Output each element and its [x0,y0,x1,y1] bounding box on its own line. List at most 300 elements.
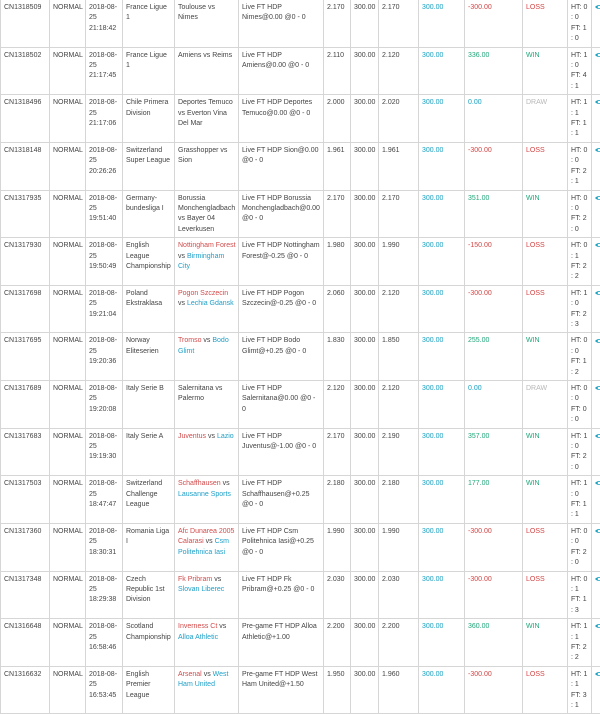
vs-label: vs [214,576,221,583]
table-row [1,523,600,571]
row-actions [592,95,600,143]
eye-icon[interactable] [595,385,600,391]
stake: 300.00 [351,0,379,47]
vs-label: vs [203,52,210,59]
bet-type: NORMAL [50,142,86,190]
table-row [1,142,600,190]
league: Scotland Championship [123,619,175,667]
ft-label: FT: [571,358,581,365]
amount: 300.00 [419,142,465,190]
bet-id: CN1316632 [1,666,50,714]
bet-datetime [86,619,123,667]
eye-icon[interactable] [595,671,600,677]
ft-label: FT: [571,168,581,175]
ft-score: 2 : 1 [571,168,587,185]
eye-icon[interactable] [595,576,600,582]
ft-score: 1 : 1 [571,501,587,518]
bet-type: NORMAL [50,285,86,333]
bet-time: 19:20:08 [89,406,116,413]
ht-label: HT: [571,99,582,106]
market: Live FT HDP Csm Politehnica Iasi@+0.25 @0 - 0 [239,523,324,571]
row-actions [592,333,600,381]
home-team: Deportes Temuco [178,99,233,106]
eye-icon[interactable] [595,623,600,629]
match [175,619,239,667]
match [175,333,239,381]
league: Italy Serie B [123,381,175,429]
table-row [1,285,600,333]
bet-time: 19:50:49 [89,263,116,270]
bet-date: 2018-08-25 [89,671,117,688]
bet-id: CN1317348 [1,571,50,619]
league: Czech Republic 1st Division [123,571,175,619]
final-odds: 2.120 [379,47,419,95]
ht-score: 1 : 0 [571,52,587,69]
table-row [1,381,600,429]
amount: 300.00 [419,190,465,238]
bet-id: CN1318496 [1,95,50,143]
ht-label: HT: [571,242,582,249]
bet-id: CN1318148 [1,142,50,190]
vs-label: vs [206,538,213,545]
league: Norway Eliteserien [123,333,175,381]
profit-loss: -300.00 [465,0,523,47]
bet-date: 2018-08-25 [89,99,117,116]
away-team: Lechia Gdansk [187,300,234,307]
odds: 2.030 [324,571,351,619]
bet-time: 21:17:06 [89,120,116,127]
ht-label: HT: [571,576,582,583]
final-odds: 1.960 [379,666,419,714]
league: Poland Ekstraklasa [123,285,175,333]
row-actions [592,142,600,190]
bet-time: 19:20:36 [89,358,116,365]
vs-label: vs [204,671,211,678]
score [568,190,592,238]
away-team: Palermo [178,395,204,402]
eye-icon[interactable] [595,4,600,10]
final-odds: 1.990 [379,238,419,286]
vs-label: vs [178,300,185,307]
stake: 300.00 [351,47,379,95]
stake: 300.00 [351,285,379,333]
bet-date: 2018-08-25 [89,528,117,545]
profit-loss: 336.00 [465,47,523,95]
amount: 300.00 [419,571,465,619]
result: LOSS [523,285,568,333]
bets-table-body [1,0,600,714]
ht-label: HT: [571,480,582,487]
bet-id: CN1318509 [1,0,50,47]
market: Live FT HDP Nottingham Forest@-0.25 @0 - 0 [239,238,324,286]
eye-icon[interactable] [595,147,600,153]
stake: 300.00 [351,619,379,667]
home-team: Fk Pribram [178,576,212,583]
row-actions [592,47,600,95]
vs-label: vs [223,480,230,487]
market: Pre-game FT HDP Alloa Athletic@+1.00 [239,619,324,667]
eye-icon[interactable] [595,290,600,296]
away-team: Lazio [217,433,234,440]
bet-datetime [86,238,123,286]
ht-score: 0 : 0 [571,385,587,402]
ft-label: FT: [571,263,581,270]
bet-id: CN1317683 [1,428,50,476]
result: DRAW [523,381,568,429]
final-odds: 2.180 [379,476,419,524]
bet-datetime [86,381,123,429]
odds: 2.120 [324,381,351,429]
odds: 1.830 [324,333,351,381]
result: WIN [523,333,568,381]
odds: 1.990 [324,523,351,571]
home-team: Arsenal [178,671,202,678]
odds: 2.170 [324,428,351,476]
odds: 2.170 [324,0,351,47]
profit-loss: -300.00 [465,523,523,571]
match [175,666,239,714]
table-row [1,428,600,476]
table-row [1,190,600,238]
row-actions [592,523,600,571]
eye-icon[interactable] [595,433,600,439]
ft-score: 2 : 2 [571,644,587,661]
odds: 2.180 [324,476,351,524]
bet-date: 2018-08-25 [89,576,117,593]
eye-icon[interactable] [595,195,600,201]
market: Live FT HDP Fk Pribram@+0.25 @0 - 0 [239,571,324,619]
score [568,285,592,333]
bet-id: CN1318502 [1,47,50,95]
league: Switzerland Super League [123,142,175,190]
vs-label: vs [203,337,210,344]
league: France Ligue 1 [123,0,175,47]
market: Live FT HDP Juventus@-1.00 @0 - 0 [239,428,324,476]
table-row [1,238,600,286]
row-actions [592,428,600,476]
ft-label: FT: [571,692,581,699]
profit-loss: -300.00 [465,571,523,619]
bet-time: 18:47:47 [89,501,116,508]
stake: 300.00 [351,476,379,524]
final-odds: 2.190 [379,428,419,476]
bet-type: NORMAL [50,238,86,286]
ft-score: 2 : 0 [571,549,587,566]
ht-label: HT: [571,195,582,202]
odds: 2.060 [324,285,351,333]
bet-id: CN1317689 [1,381,50,429]
eye-icon[interactable] [595,480,600,486]
stake: 300.00 [351,95,379,143]
row-actions [592,238,600,286]
ft-score: 1 : 3 [571,596,587,613]
ft-score: 2 : 0 [571,215,587,232]
stake: 300.00 [351,381,379,429]
match [175,285,239,333]
match [175,142,239,190]
ht-label: HT: [571,52,582,59]
ht-label: HT: [571,337,582,344]
bet-time: 18:30:31 [89,549,116,556]
row-actions [592,619,600,667]
profit-loss: 0.00 [465,95,523,143]
ht-score: 1 : 0 [571,480,587,497]
score [568,523,592,571]
vs-label: vs [215,385,222,392]
away-team: West Ham United [178,671,228,688]
row-actions [592,285,600,333]
row-actions [592,666,600,714]
vs-label: vs [208,4,215,11]
table-row [1,619,600,667]
bet-type: NORMAL [50,476,86,524]
league: Chile Primera Division [123,95,175,143]
bet-datetime [86,190,123,238]
away-team: Sion [178,157,192,164]
score [568,95,592,143]
bet-datetime [86,666,123,714]
ht-label: HT: [571,623,582,630]
ht-label: HT: [571,4,582,11]
market: Live FT HDP Nimes@0.00 @0 - 0 [239,0,324,47]
score [568,571,592,619]
ft-score: 1 : 1 [571,120,587,137]
result: LOSS [523,238,568,286]
bet-datetime [86,285,123,333]
ht-score: 0 : 0 [571,337,587,354]
bet-type: NORMAL [50,333,86,381]
bet-date: 2018-08-25 [89,52,117,69]
profit-loss: 0.00 [465,381,523,429]
final-odds: 1.850 [379,333,419,381]
eye-icon[interactable] [595,99,600,105]
ht-score: 0 : 0 [571,147,587,164]
result: LOSS [523,571,568,619]
bet-id: CN1317695 [1,333,50,381]
ft-score: 4 : 1 [571,72,587,89]
bet-datetime [86,142,123,190]
score [568,428,592,476]
ht-score: 1 : 0 [571,433,587,450]
score [568,238,592,286]
table-row [1,47,600,95]
home-team: Toulouse [178,4,206,11]
ht-label: HT: [571,528,582,535]
bet-type: NORMAL [50,619,86,667]
table-row [1,0,600,47]
result: LOSS [523,142,568,190]
home-team: Juventus [178,433,206,440]
away-team: Bayer 04 Leverkusen [178,215,215,232]
bet-type: NORMAL [50,95,86,143]
ht-score: 0 : 0 [571,528,587,545]
vs-label: vs [208,433,215,440]
profit-loss: -300.00 [465,666,523,714]
ft-score: 1 : 0 [571,25,587,42]
odds: 1.980 [324,238,351,286]
match [175,523,239,571]
bet-date: 2018-08-25 [89,337,117,354]
vs-label: vs [220,147,227,154]
bet-date: 2018-08-25 [89,147,117,164]
league: Italy Serie A [123,428,175,476]
amount: 300.00 [419,95,465,143]
profit-loss: -300.00 [465,142,523,190]
stake: 300.00 [351,666,379,714]
amount: 300.00 [419,428,465,476]
market: Live FT HDP Salernitana@0.00 @0 - 0 [239,381,324,429]
away-team: Alloa Athletic [178,634,218,641]
final-odds: 2.020 [379,95,419,143]
bet-datetime [86,47,123,95]
amount: 300.00 [419,47,465,95]
bet-datetime [86,95,123,143]
ft-label: FT: [571,549,581,556]
market: Live FT HDP Bodo Glimt@+0.25 @0 - 0 [239,333,324,381]
amount: 300.00 [419,523,465,571]
amount: 300.00 [419,285,465,333]
bet-type: NORMAL [50,428,86,476]
ft-score: 1 : 2 [571,358,587,375]
ft-label: FT: [571,501,581,508]
match [175,238,239,286]
match [175,0,239,47]
odds: 2.110 [324,47,351,95]
row-actions [592,190,600,238]
final-odds: 2.200 [379,619,419,667]
odds: 1.961 [324,142,351,190]
match [175,190,239,238]
profit-loss: 360.00 [465,619,523,667]
stake: 300.00 [351,571,379,619]
stake: 300.00 [351,523,379,571]
eye-icon[interactable] [595,338,600,344]
amount: 300.00 [419,333,465,381]
ft-label: FT: [571,596,581,603]
bet-time: 16:58:46 [89,644,116,651]
result: WIN [523,47,568,95]
amount: 300.00 [419,381,465,429]
bet-datetime [86,523,123,571]
profit-loss: 351.00 [465,190,523,238]
market: Live FT HDP Schaffhausen@+0.25 @0 - 0 [239,476,324,524]
score [568,333,592,381]
ht-score: 1 : 1 [571,671,587,688]
bet-date: 2018-08-25 [89,385,117,402]
final-odds: 1.961 [379,142,419,190]
bet-id: CN1316648 [1,619,50,667]
table-row [1,95,600,143]
bet-time: 21:17:45 [89,72,116,79]
score [568,619,592,667]
ht-label: HT: [571,671,582,678]
bet-time: 19:51:40 [89,215,116,222]
profit-loss: 255.00 [465,333,523,381]
ft-label: FT: [571,25,581,32]
bet-id: CN1317360 [1,523,50,571]
score [568,476,592,524]
odds: 1.950 [324,666,351,714]
bet-time: 20:26:26 [89,168,116,175]
amount: 300.00 [419,238,465,286]
bet-date: 2018-08-25 [89,623,117,640]
league: English Premier League [123,666,175,714]
result: DRAW [523,95,568,143]
row-actions [592,571,600,619]
eye-icon[interactable] [595,242,600,248]
bet-date: 2018-08-25 [89,290,117,307]
bet-id: CN1317930 [1,238,50,286]
profit-loss: 357.00 [465,428,523,476]
league: English League Championship [123,238,175,286]
away-team: Lausanne Sports [178,491,231,498]
eye-icon[interactable] [595,528,600,534]
final-odds: 2.170 [379,0,419,47]
match [175,381,239,429]
profit-loss: -300.00 [465,285,523,333]
bet-type: NORMAL [50,381,86,429]
vs-label: vs [178,110,185,117]
home-team: Afc Dunarea 2005 Calarasi [178,528,234,545]
away-team: Csm Politehnica Iasi [178,538,229,555]
stake: 300.00 [351,190,379,238]
ht-score: 1 : 0 [571,290,587,307]
home-team: Salernitana [178,385,213,392]
ft-label: FT: [571,311,581,318]
score [568,47,592,95]
final-odds: 2.030 [379,571,419,619]
bet-id: CN1317935 [1,190,50,238]
market: Pre-game FT HDP West Ham United@+1.50 [239,666,324,714]
stake: 300.00 [351,238,379,286]
bet-type: NORMAL [50,190,86,238]
market: Live FT HDP Deportes Temuco@0.00 @0 - 0 [239,95,324,143]
vs-label: vs [178,215,185,222]
amount: 300.00 [419,619,465,667]
bet-datetime [86,428,123,476]
eye-icon[interactable] [595,52,600,58]
profit-loss: -150.00 [465,238,523,286]
bet-date: 2018-08-25 [89,433,117,450]
odds: 2.000 [324,95,351,143]
bet-date: 2018-08-25 [89,195,117,212]
ft-score: 0 : 0 [571,406,587,423]
table-row [1,333,600,381]
home-team: Borussia Monchengladbach [178,195,235,212]
league: Switzerland Challenge League [123,476,175,524]
home-team: Pogon Szczecin [178,290,228,297]
ht-score: 1 : 1 [571,99,587,116]
match [175,95,239,143]
bet-time: 18:29:38 [89,596,116,603]
vs-label: vs [219,623,226,630]
bet-time: 19:19:30 [89,453,116,460]
match [175,47,239,95]
match [175,571,239,619]
ht-score: 0 : 1 [571,576,587,593]
row-actions [592,0,600,47]
stake: 300.00 [351,142,379,190]
bet-datetime [86,333,123,381]
home-team: Schaffhausen [178,480,221,487]
league: Germany-bundesliga I [123,190,175,238]
stake: 300.00 [351,428,379,476]
row-actions [592,476,600,524]
match [175,476,239,524]
league: Romania Liga I [123,523,175,571]
bet-time: 21:18:42 [89,25,116,32]
score [568,381,592,429]
